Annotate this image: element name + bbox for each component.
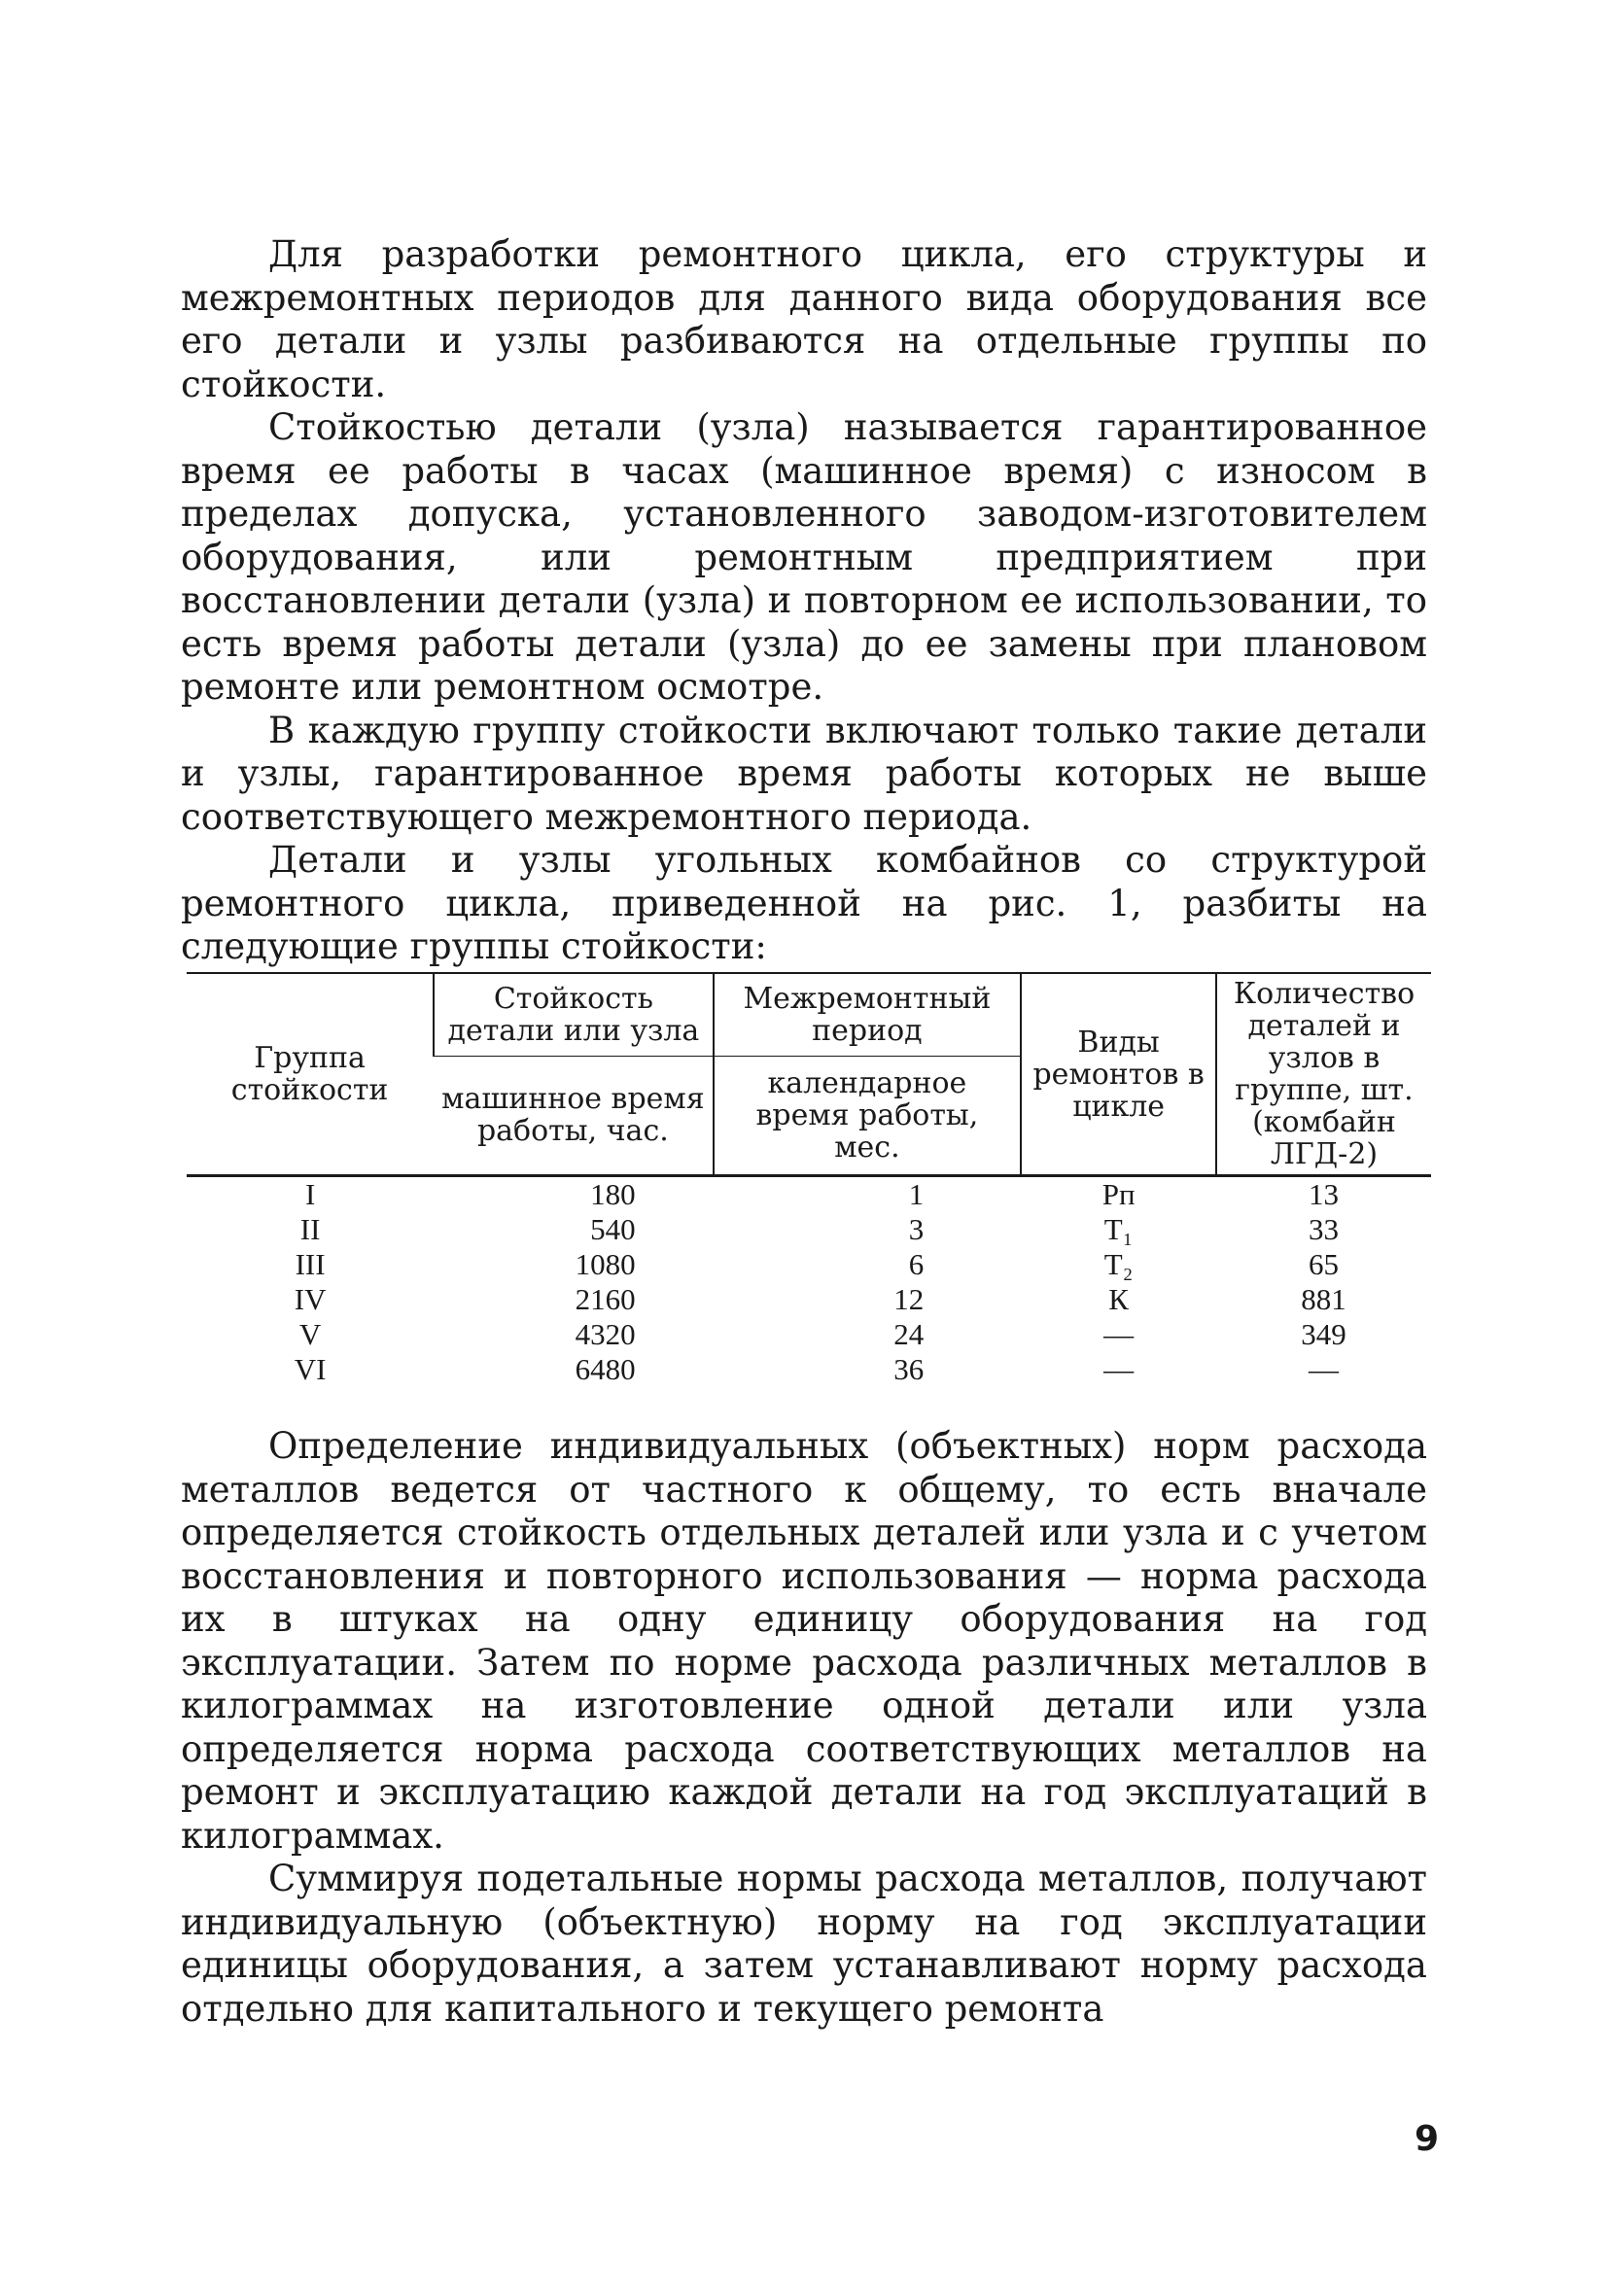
header-count: Количество деталей и узлов в группе, шт. (комбайн ЛГД-2)	[1216, 973, 1431, 1176]
cell-months: 3	[908, 1212, 925, 1246]
cell-group: III	[295, 1247, 326, 1281]
paragraph: Стойкостью детали (узла) называется гарантированное время ее работы в часах (машинное время) с износом в пределах допуска, установленного заводом-изготовителем оборудования, или ремонтным предприятием при восстановлении детали (узла) и повторном ее использовании, то есть время работы детали (узла) до ее замены при плановом ремонте или ремонтном осмотре.	[181, 406, 1427, 708]
cell-count: 13	[1309, 1177, 1339, 1211]
paragraph: Для разработки ремонтного цикла, его структуры и межремонтных периодов для данного вида оборудования все его детали и узлы разбиваются на отдельные группы по стойкости.	[181, 233, 1427, 405]
table-row	[187, 1212, 1431, 1247]
cell-group: IV	[294, 1282, 327, 1316]
paragraph: Определение индивидуальных (объектных) норм расхода металлов ведется от частного к общему, то есть вначале определяется стойкость отдельных деталей или узла и с учетом восстановления и повторного использования — норма расхода их в штуках на одну единицу оборудования на год эксплуатации. Затем по норме расхода различных металлов в килограммах на изготовление одной детали или узла определяется норма расхода соответствующих металлов на ремонт и эксплуатацию каждой детали на год эксплуатаций в килограммах.	[181, 1425, 1427, 1857]
cell-count: —	[1309, 1352, 1339, 1386]
table-row	[187, 1282, 1431, 1317]
paragraph: Детали и узлы угольных комбайнов со структурой ремонтного цикла, приведенной на рис. 1, разбиты на следующие группы стойкости:	[181, 839, 1427, 967]
cell-hours: 180	[590, 1177, 636, 1211]
cell-repair: Рп	[1101, 1177, 1136, 1211]
header-repair-types: Виды ремонтов в цикле	[1021, 973, 1216, 1176]
cell-hours: 2160	[575, 1282, 636, 1316]
cell-months: 6	[908, 1247, 925, 1281]
cell-months: 1	[908, 1177, 925, 1211]
cell-hours: 6480	[575, 1352, 636, 1386]
cell-count: 33	[1309, 1212, 1339, 1246]
table-row	[187, 1317, 1431, 1352]
header-group: Группа стойкости	[187, 973, 434, 1176]
header-interval: Межремонтный период	[714, 973, 1022, 1056]
cell-count: 65	[1309, 1247, 1339, 1281]
cell-hours: 4320	[575, 1317, 636, 1351]
cell-count: 349	[1301, 1317, 1346, 1351]
cell-repair: Т₂	[1103, 1247, 1134, 1281]
cell-group: I	[304, 1177, 316, 1211]
text-block-top	[181, 233, 1427, 969]
cell-repair: —	[1103, 1352, 1135, 1386]
cell-months: 36	[893, 1352, 925, 1386]
cell-count: 881	[1301, 1282, 1346, 1316]
table-row	[187, 1247, 1431, 1282]
page-number: 9	[1415, 2119, 1440, 2159]
table-row	[187, 1352, 1431, 1387]
text-block-bottom	[181, 1425, 1427, 2031]
cell-group: II	[299, 1212, 321, 1246]
header-durability: Стойкость детали или узла	[434, 973, 713, 1056]
header-interval-sub: календарное время работы, мес.	[714, 1056, 1022, 1175]
durability-groups-table	[187, 972, 1431, 1387]
cell-repair: К	[1108, 1282, 1129, 1316]
cell-hours: 540	[590, 1212, 636, 1246]
cell-group: V	[298, 1317, 322, 1351]
header-durability-sub: машинное время работы, час.	[434, 1056, 713, 1175]
paragraph: В каждую группу стойкости включают только такие детали и узлы, гарантированное время работы которых не выше соответствующего межремонтного периода.	[181, 709, 1427, 838]
cell-months: 24	[893, 1317, 925, 1351]
paragraph: Суммируя подетальные нормы расхода металлов, получают индивидуальную (объектную) норму на год эксплуатации единицы оборудования, а затем устанавливают норму расхода отдельно для капитального и текущего ремонта	[181, 1858, 1427, 2030]
cell-group: VI	[294, 1352, 327, 1386]
cell-repair: —	[1103, 1317, 1135, 1351]
cell-months: 12	[893, 1282, 925, 1316]
cell-repair: Т₁	[1103, 1212, 1134, 1246]
cell-hours: 1080	[575, 1247, 636, 1281]
table-row	[187, 1176, 1431, 1213]
